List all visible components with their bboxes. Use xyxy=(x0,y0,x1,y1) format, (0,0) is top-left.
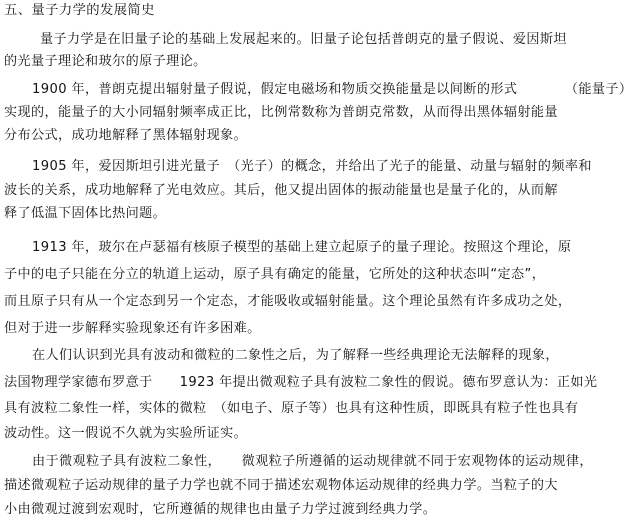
paragraph-1-line-1: 量子力学是在旧量子论的基础上发展起来的。旧量子论包括普朗克的量子假说、爱因斯坦 xyxy=(40,32,567,47)
paragraph-4-line-1: 1913 年，玻尔在卢瑟福有核原子模型的基础上建立起原子的量子理论。按照这个理论，原 xyxy=(32,240,572,255)
paragraph-2-line-2: 实现的，能量子的大小同辐射频率成正比，比例常数称为普朗克常数，从而得出黑体辐射能量 xyxy=(4,105,558,120)
paragraph-5-line-4: 波动性。这一假说不久就为实验所证实。 xyxy=(4,426,248,441)
paragraph-4-line-3: 而且原子只有从一个定态到另一个定态，才能吸收或辐射能量。这个理论虽然有许多成功之处， xyxy=(4,294,572,309)
paragraph-1-line-2: 的光量子理论和玻尔的原子理论。 xyxy=(4,54,207,69)
paragraph-5-line-2: 法国物理学家德布罗意于 1923 年提出微观粒子具有波粒二象性的假说。德布罗意认为：正如光 xyxy=(4,375,598,390)
paragraph-5-line-1: 在人们认识到光具有波动和微粒的二象性之后，为了解释一些经典理论无法解释的现象， xyxy=(32,348,559,363)
paragraph-6-line-3: 小由微观过渡到宏观时，它所遵循的规律也由量子力学过渡到经典力学。 xyxy=(4,502,437,517)
paragraph-4-line-2: 子中的电子只能在分立的轨道上运动，原子具有确定的能量，它所处的这种状态叫“定态”， xyxy=(4,267,546,282)
paragraph-3-line-2: 波长的关系，成功地解释了光电效应。其后，他又提出固体的振动能量也是量子化的，从而解 xyxy=(4,183,558,198)
paragraph-4-line-4: 但对于进一步解释实验现象还有许多困难。 xyxy=(4,321,261,336)
paragraph-6-line-2: 描述微观粒子运动规律的量子力学也就不同于描述宏观物体运动规律的经典力学。当粒子的大 xyxy=(4,478,558,493)
section-heading: 五、量子力学的发展简史 xyxy=(4,3,155,18)
paragraph-3-line-3: 释了低温下固体比热问题。 xyxy=(4,206,167,221)
paragraph-2-line-1: 1900 年，普朗克提出辐射量子假说，假定电磁场和物质交换能量是以间断的形式 （能量子） xyxy=(32,82,633,97)
paragraph-5-line-3: 具有波粒二象性一样，实体的微粒 （如电子、原子等）也具有这种性质，即既具有粒子性也具有 xyxy=(4,401,579,416)
paragraph-6-line-1: 由于微观粒子具有波粒二象性， 微观粒子所遵循的运动规律就不同于宏观物体的运动规律， xyxy=(32,454,593,469)
paragraph-3-line-1: 1905 年，爱因斯坦引进光量子 （光子）的概念，并给出了光子的能量、动量与辐射的频率和 xyxy=(32,159,592,174)
paragraph-2-line-3: 分布公式，成功地解释了黑体辐射现象。 xyxy=(4,128,248,143)
